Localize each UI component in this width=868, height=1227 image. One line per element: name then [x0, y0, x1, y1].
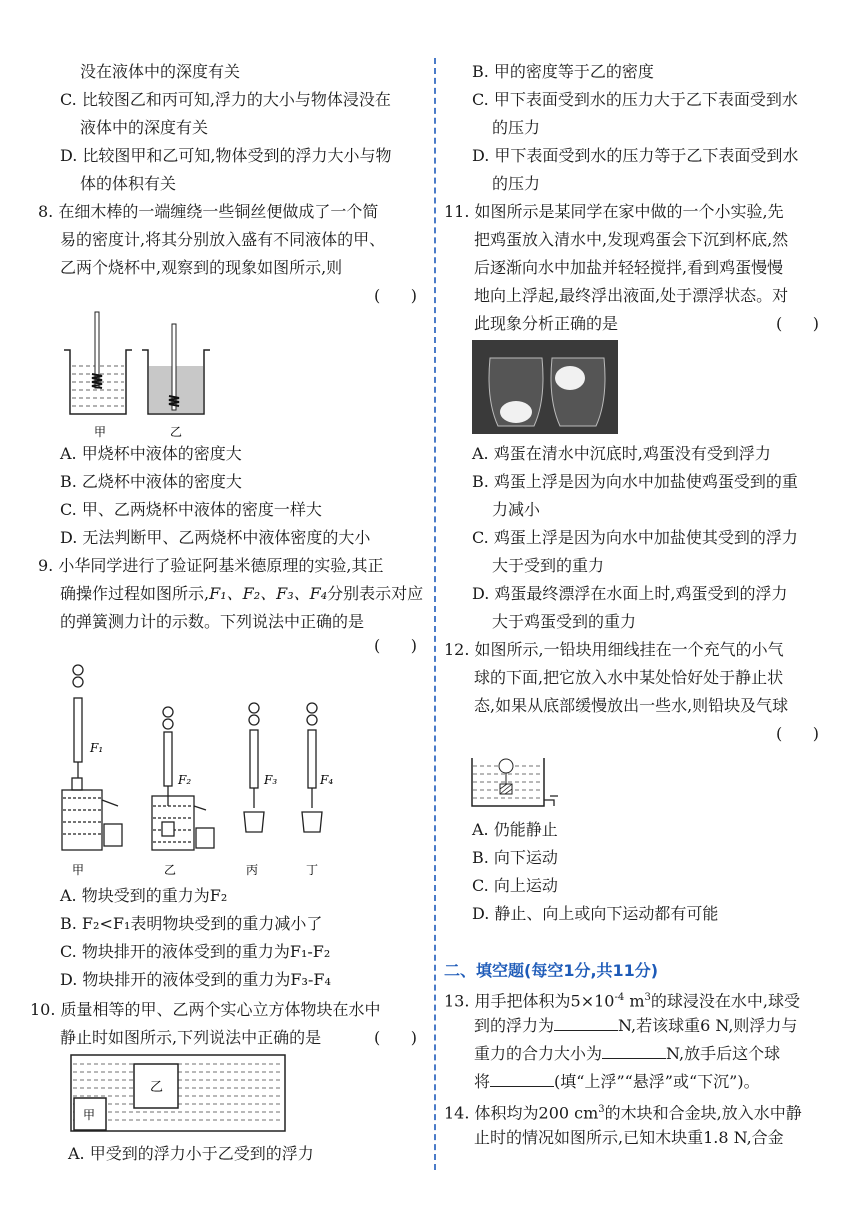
q8-stem-1: 8. 在细木棒的一端缠绕一些铜丝便做成了一个简 — [38, 202, 379, 221]
q9-figure-experiment — [56, 660, 356, 880]
q11-option-b-cont: 力减小 — [492, 500, 541, 519]
q10-figure-blocks — [70, 1054, 290, 1134]
q13-stem-4: 将 (填“上浮”“悬浮”或“下沉”)。 — [474, 1072, 760, 1091]
q7-option-d: D. 比较图甲和乙可知,物体受到的浮力大小与物 — [60, 146, 392, 165]
section-heading-fill-in: 二、填空题(每空1分,共11分) — [444, 961, 659, 980]
label-jia: 甲 — [83, 1108, 96, 1122]
q10-stem-1: 10. 质量相等的甲、乙两个实心立方体物块在水中 — [30, 1000, 381, 1019]
label-yi: 乙 — [164, 863, 177, 877]
q11-option-c: C. 鸡蛋上浮是因为向水中加盐使其受到的浮力 — [472, 528, 798, 547]
q7-option-c-cont: 液体中的深度有关 — [80, 118, 209, 137]
column-divider — [434, 58, 436, 1170]
q8-option-b: B. 乙烧杯中液体的密度大 — [60, 472, 242, 491]
q11-option-b: B. 鸡蛋上浮是因为向水中加盐使鸡蛋受到的重 — [472, 472, 798, 491]
label-yi: 乙 — [170, 425, 183, 439]
label-f1: F₁ — [90, 741, 104, 755]
q8-option-d: D. 无法判断甲、乙两烧杯中液体密度的大小 — [60, 528, 371, 547]
q11-stem-4: 地向上浮起,最终浮出液面,处于漂浮状态。对 — [474, 286, 789, 305]
q13-stem-3: 重力的合力大小为 N,放手后这个球 — [474, 1044, 781, 1063]
q10-option-c-cont: 的压力 — [492, 118, 541, 137]
q9-stem-2: 确操作过程如图所示,F₁、F₂、F₃、F₄分别表示对应 — [60, 584, 424, 603]
q9-stem-3: 的弹簧测力计的示数。下列说法中正确的是 — [60, 612, 365, 631]
q11-answer-blank: ( ) — [776, 314, 819, 333]
q10-option-d-cont: 的压力 — [492, 174, 541, 193]
q10-stem-2: 静止时如图所示,下列说法中正确的是 — [60, 1028, 322, 1047]
q8-answer-blank: ( ) — [374, 286, 417, 305]
q10-option-b: B. 甲的密度等于乙的密度 — [472, 62, 654, 81]
answer-blank-1[interactable] — [554, 1016, 618, 1031]
q12-option-c: C. 向上运动 — [472, 876, 558, 895]
q14-stem-1: 14. 体积均为200 $cm^3$的木块和合金块,放入水中静 — [444, 1103, 802, 1123]
q8-option-a: A. 甲烧杯中液体的密度大 — [60, 444, 242, 463]
q12-stem-2: 球的下面,把它放入水中某处恰好处于静止状 — [474, 668, 784, 687]
q9-option-d: D. 物块排开的液体受到的重力为F₃-F₄ — [60, 970, 331, 989]
q13-stem-1: 13. 用手把体积为$5\times 10^{-4}$ $m^3$的球浸没在水中,球受 — [444, 991, 800, 1011]
q9-stem-1: 9. 小华同学进行了验证阿基米德原理的实验,其正 — [38, 556, 384, 575]
q12-stem-3: 态,如果从底部缓慢放出一些水,则铅块及气球 — [474, 696, 789, 715]
q13-stem-2: 到的浮力为 N,若该球重6 N,则浮力与 — [474, 1016, 798, 1035]
label-f2: F₂ — [178, 773, 192, 787]
q9-option-a: A. 物块受到的重力为F₂ — [60, 886, 228, 905]
label-f4: F₄ — [320, 773, 334, 787]
beaker-yi — [142, 324, 210, 414]
q12-option-b: B. 向下运动 — [472, 848, 558, 867]
q11-stem-2: 把鸡蛋放入清水中,发现鸡蛋会下沉到杯底,然 — [474, 230, 789, 249]
q12-option-d: D. 静止、向上或向下运动都有可能 — [472, 904, 719, 923]
q11-option-d-cont: 大于鸡蛋受到的重力 — [492, 612, 637, 631]
drain-tap — [544, 796, 558, 806]
label-bing: 丙 — [246, 863, 259, 877]
q7-continuation: 没在液体中的深度有关 — [80, 62, 241, 81]
q7-option-c: C. 比较图乙和丙可知,浮力的大小与物体浸没在 — [60, 90, 391, 109]
q11-stem-1: 11. 如图所示是某同学在家中做的一个小实验,先 — [444, 202, 784, 221]
q11-option-c-cont: 大于受到的重力 — [492, 556, 605, 575]
answer-blank-2[interactable] — [602, 1044, 666, 1059]
q8-option-c: C. 甲、乙两烧杯中液体的密度一样大 — [60, 500, 322, 519]
answer-blank-3[interactable] — [490, 1072, 554, 1087]
q12-answer-blank: ( ) — [776, 724, 819, 743]
q11-stem-3: 后逐渐向水中加盐并轻轻搅拌,看到鸡蛋慢慢 — [474, 258, 784, 277]
egg-sunk — [500, 401, 532, 423]
label-ding: 丁 — [306, 863, 319, 877]
q11-option-d: D. 鸡蛋最终漂浮在水面上时,鸡蛋受到的浮力 — [472, 584, 788, 603]
label-jia: 甲 — [94, 425, 107, 439]
q8-figure-beakers — [60, 310, 220, 442]
q9-option-c: C. 物块排开的液体受到的重力为F₁-F₂ — [60, 942, 331, 961]
q9-answer-blank: ( ) — [374, 636, 417, 655]
q12-stem-1: 12. 如图所示,一铅块用细线挂在一个充气的小气 — [444, 640, 784, 659]
q14-stem-2: 止时的情况如图所示,已知木块重1.8 N,合金 — [474, 1128, 784, 1147]
q10-option-a: A. 甲受到的浮力小于乙受到的浮力 — [68, 1144, 314, 1163]
q8-stem-3: 乙两个烧杯中,观察到的现象如图所示,则 — [60, 258, 343, 277]
label-f3: F₃ — [264, 773, 278, 787]
q12-figure-tank — [470, 756, 562, 808]
q7-option-d-cont: 体的体积有关 — [80, 174, 177, 193]
balloon — [499, 759, 513, 773]
label-yi: 乙 — [150, 1080, 164, 1095]
q10-option-c: C. 甲下表面受到水的压力大于乙下表面受到水 — [472, 90, 798, 109]
q12-option-a: A. 仍能静止 — [472, 820, 558, 839]
q11-stem-5: 此现象分析正确的是 — [474, 314, 619, 333]
q11-option-a: A. 鸡蛋在清水中沉底时,鸡蛋没有受到浮力 — [472, 444, 771, 463]
q10-option-d: D. 甲下表面受到水的压力等于乙下表面受到水 — [472, 146, 799, 165]
label-jia: 甲 — [72, 863, 85, 877]
beaker-jia — [64, 312, 132, 414]
q10-answer-blank: ( ) — [374, 1028, 417, 1047]
q11-photo-eggs — [472, 340, 618, 434]
q9-option-b: B. F₂<F₁表明物块受到的重力减小了 — [60, 914, 323, 933]
egg-floating — [555, 366, 585, 390]
q8-stem-2: 易的密度计,将其分别放入盛有不同液体的甲、 — [60, 230, 386, 249]
